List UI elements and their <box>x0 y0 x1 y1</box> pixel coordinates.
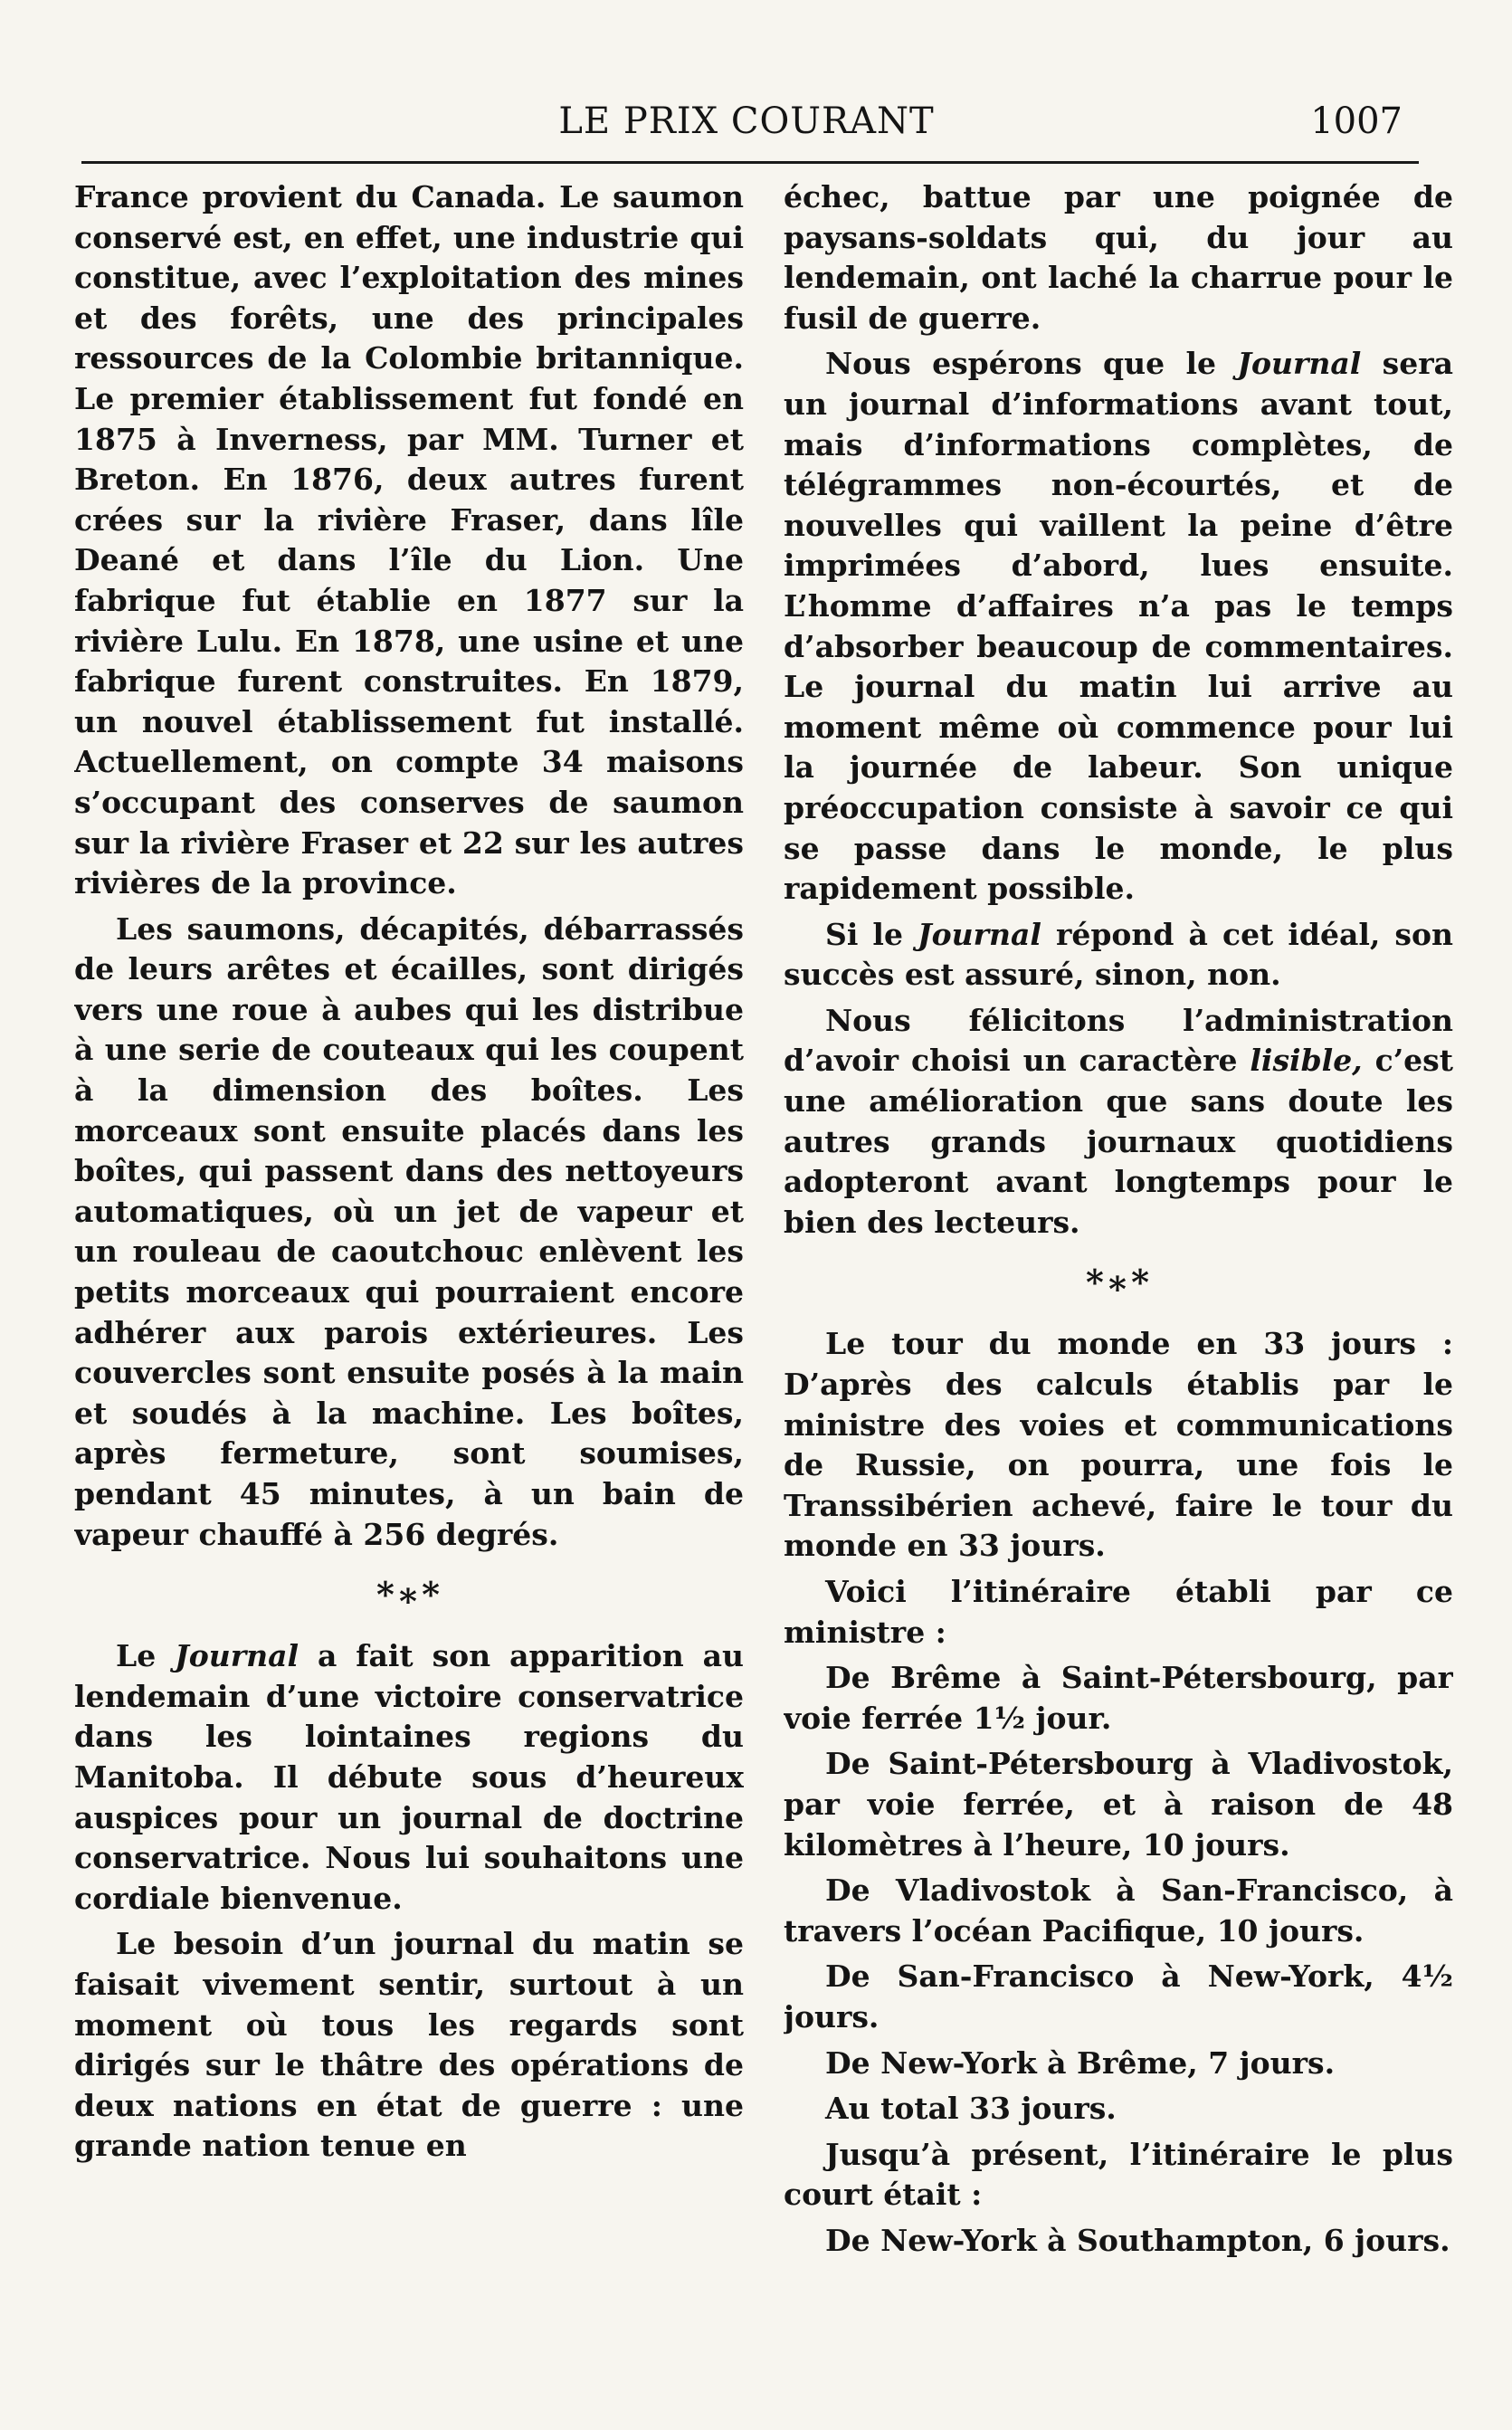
text-run: Nous espérons que le <box>825 346 1238 382</box>
page-number: 1007 <box>1310 100 1403 142</box>
paragraph-legible-type <box>784 1001 1453 1244</box>
legible-italic: lisible, <box>1250 1043 1363 1079</box>
section-separator: *∗* <box>376 1574 442 1615</box>
paragraph-salmon-industry: France provient du Canada. Le saumon conservé est, en effet, une industrie qui constitue, avec l’exploitation des mines et des forêts, une des principales ressources de la Colombie britannique. Le premier établissement fut fondé en 1875 à Inverness, par MM. Turner et Breton. En 1876, deux autres furent crées sur la rivière Fraser, dans lîle Deané et dans l’île du Lion. Une fabrique fut établie en 1877 sur la rivière Lulu. En 1878, une usine et une fabrique furent construites. En 1879, un nouvel établissement fut installé. Actuellement, on compte 34 maisons s’occupant des conserves de saumon sur la rivière Fraser et 22 sur les autres rivières de la province. <box>74 179 744 901</box>
paragraph-journal-ideal <box>784 915 1453 996</box>
journal-title-italic: Journal <box>1237 346 1362 382</box>
itinerary-step: De Saint-Pétersbourg à Vladivostok, par voie ferrée, et à raison de 48 kilomètres à l’heure, 10 jours. <box>784 1746 1453 1863</box>
paragraph-journal-debut <box>74 1636 744 1919</box>
text-run: sera un journal d’informations avant tout, mais d’informations complètes, de télégrammes non-écourtés, et de nouvelles qui vaillent la peine d’être imprimées d’abord, lues ensuite. L’homme d’affaires n’a pas le temps d’absorber beaucoup de commentaires. Le journal du matin lui arrive au moment même où commence pour lui la journée de labeur. Son unique préoccupation consiste à savoir ce qui se passe dans le monde, le plus rapidement possible. <box>784 346 1453 907</box>
paragraph-morning-journal: Le besoin d’un journal du matin se faisait vivement sentir, surtout à un moment où tous les regards sont dirigés sur le thâtre des opérations de deux nations en état de guerre : une grande nation tenue en <box>74 1926 744 2164</box>
left-column <box>74 177 744 2386</box>
paragraph-itinerary-intro: Voici l’itinéraire établi par ce ministre : <box>784 1574 1453 1650</box>
paragraph-salmon-process: Les saumons, décapités, débarrassés de leurs arêtes et écailles, sont dirigés vers une roue à aubes qui les distribue à une serie de couteaux qui les coupent à la dimension des boîtes. Les morceaux sont ensuite placés dans les boîtes, qui passent dans des nettoyeurs automatiques, où un jet de vapeur et un rouleau de caoutchouc enlèvent les petits morceaux qui pourraient encore adhérer aux parois extérieures. Les couvercles sont ensuite posés à la main et soudés à la machine. Les boîtes, après fermeture, sont soumises, pendant 45 minutes, à un bain de vapeur chauffé à 256 degrés. <box>74 910 744 1552</box>
text-run: a fait son apparition au lendemain d’une victoire conservatrice dans les lointaines regions du Manitoba. Il débute sous d’heureux auspices pour un journal de doctrine conservatrice. Nous lui souhaitons une cordiale bienvenue. <box>74 1638 744 1916</box>
text-run: c’est une amélioration que sans doute les autres grands journaux quotidiens adopteront avant longtemps pour le bien des lecteurs. <box>784 1043 1453 1240</box>
itinerary-step: De San-Francisco à New-York, 4½ jours. <box>784 1958 1453 2035</box>
publication-title: LE PRIX COURANT <box>558 100 935 142</box>
journal-title-italic: Journal <box>918 916 1041 952</box>
paragraph-world-tour: Le tour du monde en 33 jours : D’après des calculs établis par le ministre des voies et communications de Russie, on pourra, une fois le Transsibérien achevé, faire le tour du monde en 33 jours. <box>784 1326 1453 1564</box>
itinerary-step: De New-York à Brême, 7 jours. <box>825 2044 1336 2081</box>
itinerary-step: De Brême à Saint-Pétersbourg, par voie ferrée 1½ jour. <box>784 1660 1453 1736</box>
paragraph-continuation: échec, battue par une poignée de paysans-soldats qui, du jour au lendemain, ont laché la charrue pour le fusil de guerre. <box>784 179 1453 336</box>
itinerary-total: Au total 33 jours. <box>825 2091 1117 2127</box>
section-separator: *∗* <box>1086 1262 1151 1303</box>
text-run: Le <box>116 1638 176 1674</box>
text-run: Si le <box>825 916 918 952</box>
running-head <box>81 94 1412 148</box>
header-rule <box>81 161 1419 164</box>
journal-title-italic: Journal <box>175 1638 300 1674</box>
text-run: Nous félicitons l’administration d’avoir choisi un caractère <box>784 1002 1453 1079</box>
paragraph-shortest-route: Jusqu’à présent, l’itinéraire le plus court était : <box>784 2136 1453 2213</box>
paragraph-journal-hopes <box>784 344 1453 909</box>
text-run: répond à cet idéal, son succès est assuré, sinon, non. <box>784 916 1453 993</box>
itinerary-step: De New-York à Southampton, 6 jours. <box>825 2222 1450 2258</box>
right-column <box>784 177 1453 2386</box>
itinerary-step: De Vladivostok à San-Francisco, à travers l’océan Pacifique, 10 jours. <box>784 1873 1453 1949</box>
